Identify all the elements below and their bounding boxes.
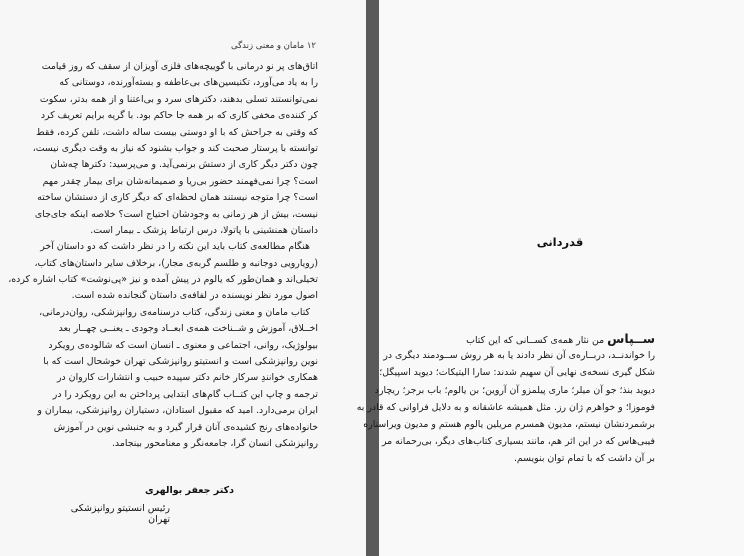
body-line: است؟ چرا نمی‌فهمند حضور بی‌ریا و صمیمانه‌شان برای بیمار چقدر مهم bbox=[42, 175, 318, 187]
body-line: خانواده‌های رنج کشیده‌ی آنان قرار گیرد و به جنبشی نوین در آموزش bbox=[53, 421, 318, 433]
foreword-body bbox=[8, 59, 318, 452]
running-header: ۱۲ مامان و معنی زندگی bbox=[231, 41, 316, 51]
body-line: بیولوژیک، روانی، اجتماعی و معنوی ـ انسان است که شالوده‌ی رویکرد bbox=[48, 339, 318, 351]
body-line: را خواندنــد، دربــاره‌ی آن نظر دادند یا به هر روش ســودمند دیگری در bbox=[383, 350, 655, 362]
body-line: توانسته با پرستار صحبت کند و جواب بشنود که نیاز به وقت دیگری نیست، bbox=[32, 142, 318, 154]
body-line: کتاب ماما‌ن و معنی زندگی، کتاب درسنامه‌ی روانپزشکی، روان‌درمانی، bbox=[39, 306, 310, 318]
body-line: فوموزا؛ و خواهرم ژان رز. مثل همیشه عاشقانه و به دلایل فراوانی که قادر به bbox=[356, 401, 655, 413]
body-line: اصول مورد نظر نویسنده در لفافه‌ی داستان گنجانده شده است. bbox=[71, 290, 318, 302]
body-line: تخیلی‌اند و همان‌طور که یالوم در پیش آمده و نیز «پی‌نوشت» کتاب اشاره کرده، bbox=[8, 274, 318, 286]
right-page bbox=[356, 0, 744, 556]
signature-name: دکتر جعفر بوالهری bbox=[145, 485, 234, 496]
body-line: همکاری خوانندِ سرکار خانم دکتر سپیده حبیب و انتشارات کاروان در bbox=[57, 372, 318, 384]
body-line: اتاق‌های پر نو درمانی با گوییچه‌های فلزی آویزان از سقف که روز قیامت bbox=[41, 61, 318, 72]
body-line: که وقتی به جراحش که با او دوستی بیست ساله داشت، تلفن کرده، فقط bbox=[35, 126, 318, 138]
body-line: ایران برمی‌دارد. امید که مقبول استادان، دستیاران روانپزشکی، بیماران و bbox=[37, 405, 318, 417]
body-line: است؟ چرا متوجه نیستند همان لحظه‌ای که دیگر کاری از دستشان ساخته bbox=[37, 192, 318, 204]
body-line: نمی‌توانستند تسلی بدهند، دکترهای سرد و بی‌اعتنا و از همه بدتر، سکوت bbox=[39, 93, 318, 105]
signature-title: رئیس انستیتو روانپزشکی تهران bbox=[70, 503, 170, 525]
body-line: کر کننده‌ی مخفی کاری که بر همه جا حاکم بود. با گریه برایم تعریف کرد bbox=[40, 110, 318, 122]
body-line: چون دکتر دیگر کاری از دستش برنمی‌آید. و می‌پرسید: دکترها چه‌شان bbox=[50, 159, 318, 171]
acknowledgments-heading: قدردانی bbox=[536, 235, 584, 249]
body-line: برشمردنشان نیستم، مدیون همسرم مریلین یالوم هستم و مدیون ویراستاره bbox=[363, 418, 655, 430]
body-line: داستان همنشینی با پاتولا، درس ارتباط پزشک ـ بیمار است. bbox=[90, 224, 318, 236]
body-line: بر آن داشت که با تمام توان بنویسم. bbox=[513, 453, 655, 465]
body-line: نوین روانپزشکی است و انستیتو روانپزشکی تهران خوشحال است که با bbox=[43, 356, 318, 368]
body-line: هنگام مطالعه‌ی کتاب باید این نکته را در نظر داشت که دو داستان آخر bbox=[40, 241, 310, 253]
lead-word: ســپاس bbox=[607, 331, 655, 346]
body-line-text: من نثار همه‌ی کســانی که این کتاب bbox=[466, 335, 608, 346]
acknowledgments-body bbox=[356, 330, 655, 468]
body-line: فیبی‌هاس که در این اثر هم، مانند بسیاری کتاب‌های دیگر، بی‌رحمانه مر bbox=[381, 436, 655, 448]
body-line: نیست، بیش از هر زمانی به وجودشان احتیاج است؟ خلاصه اینکه جای‌جای bbox=[34, 208, 318, 220]
body-line: ترجمه و چاپ این کتــاب گام‌های ابتدایی پرداختن به این رویکرد را در bbox=[52, 388, 318, 400]
body-line: روانپزشکی انسان گرا، جامعه‌نگر و معنامحور بینجامد. bbox=[111, 437, 318, 449]
book-gutter bbox=[366, 0, 379, 556]
body-line: شکل گیری نسخه‌ی نهایی آن سهیم شدند: سارا الیتیکات؛ دیوید اسپیگل؛ bbox=[379, 367, 655, 379]
body-line: دیوید بنذ؛ جو آن میلر؛ ماری پیلمزو آن آروین؛ بن یالوم؛ باب برجر؛ ریچارد bbox=[374, 384, 655, 396]
body-line bbox=[432, 330, 655, 347]
body-line: را به یاد می‌آورد، تکنیسین‌های بی‌عاطفه و بسته‌آورنده، دوستانی که bbox=[59, 77, 318, 89]
body-line: (رویارویی دوجانبه و طلسم گربه‌ی مجار)، برخلاف سایر داستان‌های کتاب، bbox=[34, 257, 318, 269]
body-line: اخــلاق، آموزش و شــناخت همه‌ی ابعــاد وجودی ـ یعنــی چهــار بعد bbox=[58, 323, 318, 335]
